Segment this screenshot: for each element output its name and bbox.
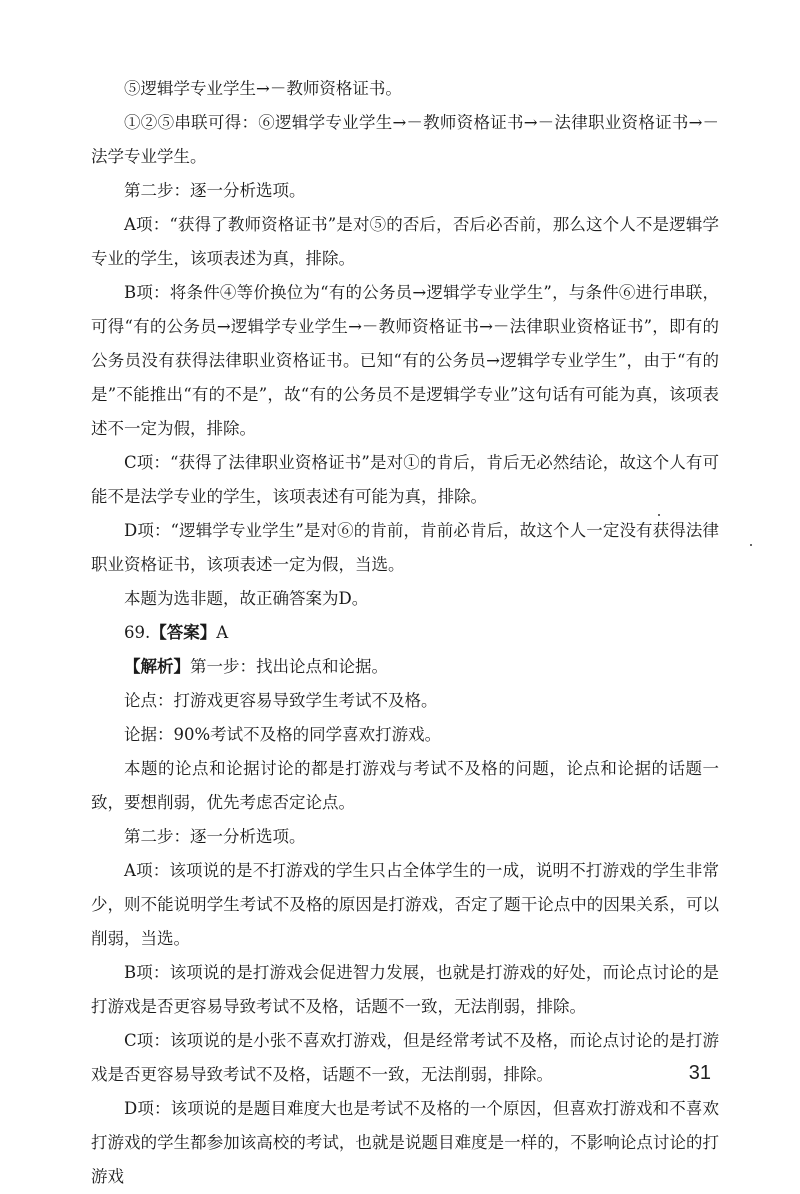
paragraph: 本题为选非题，故正确答案为D。 xyxy=(124,589,369,608)
paragraph: ⑤逻辑学专业学生→－教师资格证书。 xyxy=(124,79,402,98)
analysis-label: 【解析】 xyxy=(124,657,190,676)
paragraph: C项：“获得了法律职业资格证书”是对①的肯后，肯后无必然结论，故这个人有可能不是法学专业的学生，该项表述有可能为真，排除。 xyxy=(91,453,719,506)
answer-label: 【答案】 xyxy=(150,623,217,642)
answer-value: A xyxy=(216,623,229,642)
paragraph: 第二步：逐一分析选项。 xyxy=(124,181,306,200)
paragraph: 第二步：逐一分析选项。 xyxy=(124,827,306,846)
paragraph: B项：将条件④等价换位为“有的公务员→逻辑学专业学生”，与条件⑥进行串联，可得“有的公务员→逻辑学专业学生→－教师资格证书→－法律职业资格证书”，即有的公务员没有获得法律职业资格证书。已知“有的公务员→逻辑学专业学生”，由于“有的是”不能推出“有的不是”，故“有的公务员不是逻辑学专业”这句话有可能为真，该项表述不一定为假，排除。 xyxy=(91,283,719,438)
paragraph: D项：该项说的是题目难度大也是考试不及格的一个原因，但喜欢打游戏和不喜欢打游戏的学生都参加该高校的考试，也就是说题目难度是一样的，不影响论点讨论的打游戏 xyxy=(91,1099,719,1186)
analysis-text: 第一步：找出论点和论据。 xyxy=(190,657,388,676)
paragraph: A项：该项说的是不打游戏的学生只占全体学生的一成，说明不打游戏的学生非常少，则不能说明学生考试不及格的原因是打游戏，否定了题干论点中的因果关系，可以削弱，当选。 xyxy=(91,861,719,948)
question-number: 69. xyxy=(124,623,151,642)
paragraph: B项：该项说的是打游戏会促进智力发展，也就是打游戏的好处，而论点讨论的是打游戏是否更容易导致考试不及格，话题不一致，无法削弱，排除。 xyxy=(91,963,719,1016)
page-body xyxy=(91,72,719,1194)
analysis-line xyxy=(91,650,719,684)
paragraph: ①②⑤串联可得：⑥逻辑学专业学生→－教师资格证书→－法律职业资格证书→－法学专业学生。 xyxy=(91,113,719,166)
scan-dot xyxy=(750,544,752,546)
paragraph: 本题的论点和论据讨论的都是打游戏与考试不及格的问题，论点和论据的话题一致，要想削弱，优先考虑否定论点。 xyxy=(91,759,719,812)
paragraph: 论点：打游戏更容易导致学生考试不及格。 xyxy=(124,691,438,710)
paragraph: A项：“获得了教师资格证书”是对⑤的否后，否后必否前，那么这个人不是逻辑学专业的学生，该项表述为真，排除。 xyxy=(91,215,719,268)
scan-dot xyxy=(658,514,660,516)
paragraph: C项：该项说的是小张不喜欢打游戏，但是经常考试不及格，而论点讨论的是打游戏是否更容易导致考试不及格，话题不一致，无法削弱，排除。 xyxy=(91,1031,719,1084)
paragraph: 论据：90%考试不及格的同学喜欢打游戏。 xyxy=(124,725,442,744)
answer-line xyxy=(91,616,719,650)
page-number: 31 xyxy=(688,1062,711,1084)
paragraph: D项：“逻辑学专业学生”是对⑥的肯前，肯前必肯后，故这个人一定没有获得法律职业资格证书，该项表述一定为假，当选。 xyxy=(91,521,719,574)
